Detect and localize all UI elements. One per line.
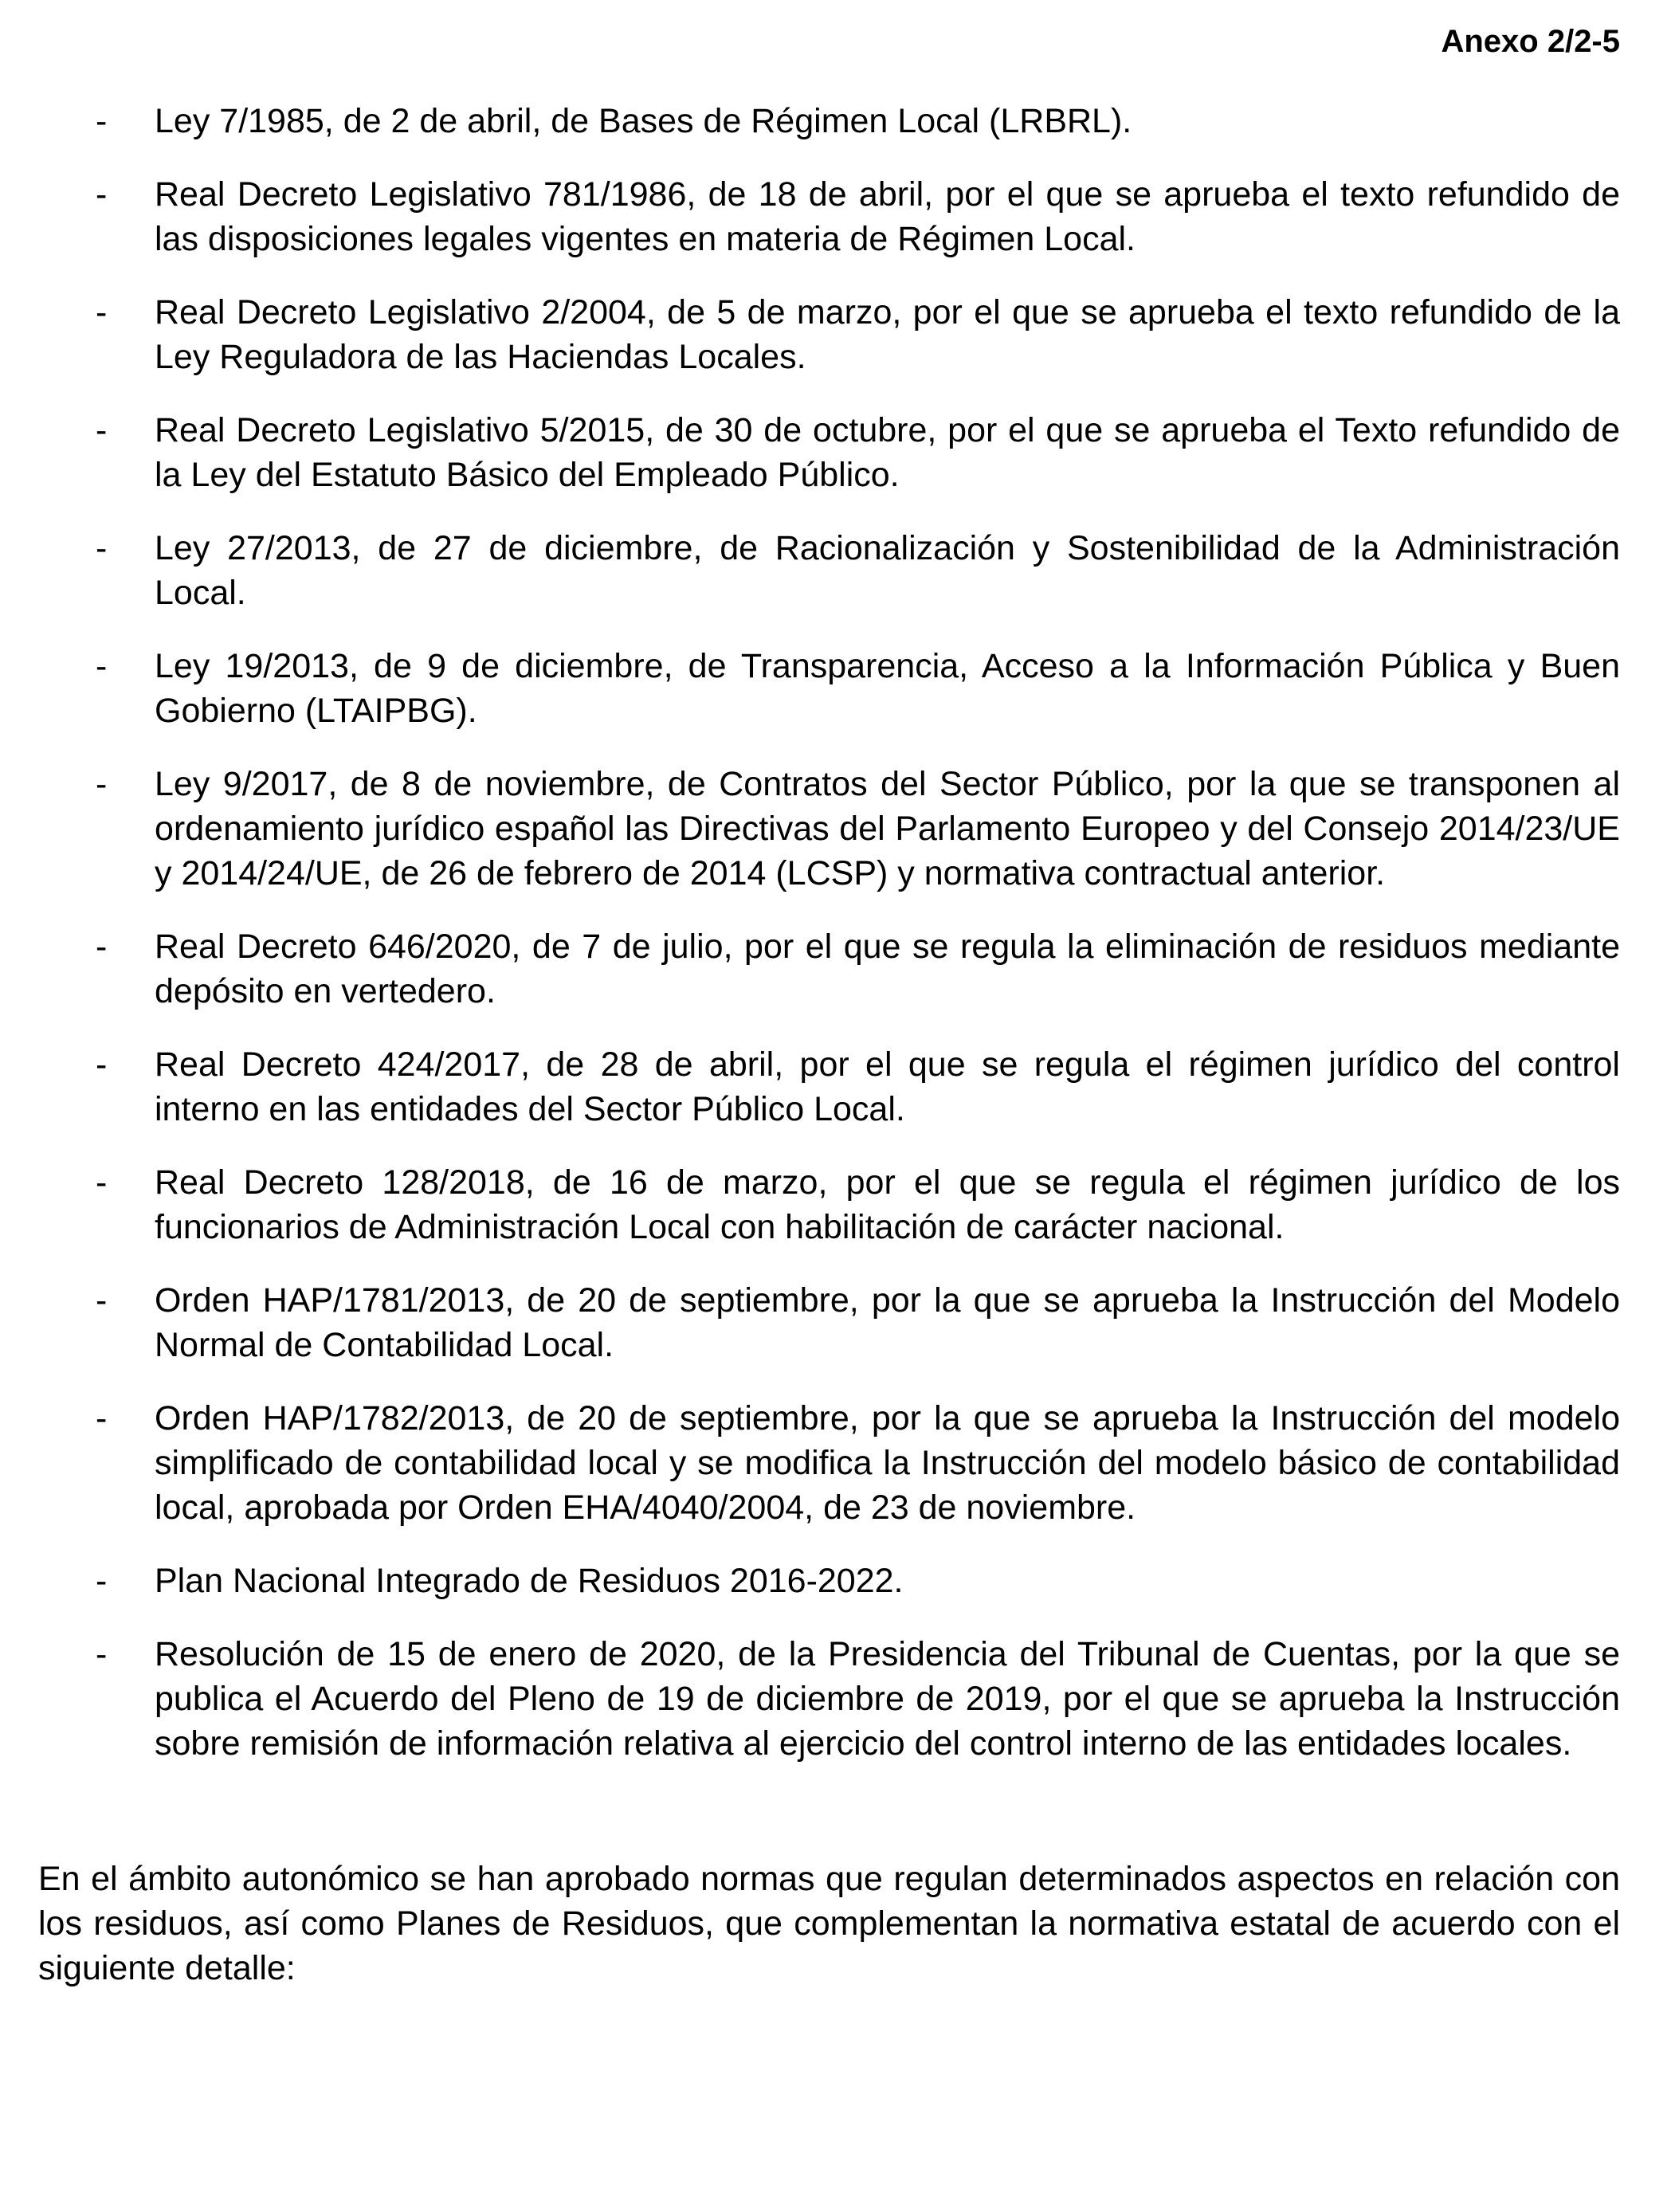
list-item-text: Orden HAP/1782/2013, de 20 de septiembre, por la que se aprueba la Instrucción del modelo simplificado de contabilidad local y se modifica la Instrucción del modelo básico de contabilidad local, aprobada por Orden EHA/4040/2004, de 23 de noviembre.: [155, 1399, 1620, 1527]
list-dash: -: [96, 1562, 108, 1600]
list-dash: -: [96, 1635, 108, 1673]
list-dash: -: [96, 765, 108, 803]
list-item: [0, 99, 1671, 143]
list-item: [0, 172, 1671, 261]
list-item: [0, 290, 1671, 379]
list-item-text: Resolución de 15 de enero de 2020, de la Presidencia del Tribunal de Cuentas, por la que se publica el Acuerdo del Pleno de 19 de diciembre de 2019, por el que se aprueba la Instrucción sobre remisión de información relativa al ejercicio del control interno de las entidades locales.: [155, 1635, 1620, 1763]
list-item-text: Orden HAP/1781/2013, de 20 de septiembre, por la que se aprueba la Instrucción del Modelo Normal de Contabilidad Local.: [155, 1281, 1620, 1364]
list-item: [0, 1160, 1671, 1249]
list-dash: -: [96, 1281, 108, 1320]
list-item-text: Real Decreto 646/2020, de 7 de julio, por el que se regula la eliminación de residuos mediante depósito en vertedero.: [155, 928, 1620, 1010]
list-dash: -: [96, 411, 108, 449]
list-item-text: Real Decreto Legislativo 2/2004, de 5 de marzo, por el que se aprueba el texto refundido de la Ley Reguladora de las Haciendas Locales.: [155, 293, 1620, 376]
annex-label: Anexo 2/2-5: [1441, 24, 1620, 59]
closing-paragraph: En el ámbito autonómico se han aprobado normas que regulan determinados aspectos en relación con los residuos, así como Planes de Residuos, que complementan la normativa estatal de acuerdo con el siguiente detalle:: [38, 1860, 1620, 1987]
list-item-text: Plan Nacional Integrado de Residuos 2016-2022.: [155, 1562, 904, 1600]
list-item: [0, 1278, 1671, 1367]
list-dash: -: [96, 529, 108, 567]
list-item-text: Ley 9/2017, de 8 de noviembre, de Contratos del Sector Público, por la que se transponen al ordenamiento jurídico español las Directivas del Parlamento Europeo y del Consejo 2014/23/UE y 2014/24/UE, de 26 de febrero de 2014 (LCSP) y normativa contractual anterior.: [155, 765, 1620, 892]
list-item-text: Real Decreto 424/2017, de 28 de abril, por el que se regula el régimen jurídico del control interno en las entidades del Sector Público Local.: [155, 1045, 1620, 1128]
list-item-text: Ley 7/1985, de 2 de abril, de Bases de Régimen Local (LRBRL).: [155, 102, 1132, 140]
list-dash: -: [96, 647, 108, 685]
list-item-text: Real Decreto Legislativo 5/2015, de 30 de octubre, por el que se aprueba el Texto refundido de la Ley del Estatuto Básico del Empleado Público.: [155, 411, 1620, 494]
list-dash: -: [96, 928, 108, 966]
list-dash: -: [96, 1045, 108, 1084]
list-item: [0, 526, 1671, 615]
list-item: [0, 1396, 1671, 1530]
list-item-text: Ley 19/2013, de 9 de diciembre, de Transparencia, Acceso a la Información Pública y Buen Gobierno (LTAIPBG).: [155, 647, 1620, 730]
list-dash: -: [96, 293, 108, 331]
list-dash: -: [96, 1163, 108, 1202]
list-item: [0, 924, 1671, 1014]
legal-norms-list: [0, 99, 1671, 1794]
list-item-text: Ley 27/2013, de 27 de diciembre, de Racionalización y Sostenibilidad de la Administración Local.: [155, 529, 1620, 612]
list-item: [0, 644, 1671, 733]
list-dash: -: [96, 102, 108, 140]
list-item-text: Real Decreto Legislativo 781/1986, de 18 de abril, por el que se aprueba el texto refundido de las disposiciones legales vigentes en materia de Régimen Local.: [155, 175, 1620, 258]
list-dash: -: [96, 175, 108, 214]
list-item: [0, 1559, 1671, 1603]
list-item: [0, 408, 1671, 497]
list-item: [0, 762, 1671, 896]
list-item: [0, 1632, 1671, 1766]
list-dash: -: [96, 1399, 108, 1437]
list-item: [0, 1042, 1671, 1131]
list-item-text: Real Decreto 128/2018, de 16 de marzo, por el que se regula el régimen jurídico de los funcionarios de Administración Local con habilitación de carácter nacional.: [155, 1163, 1620, 1246]
